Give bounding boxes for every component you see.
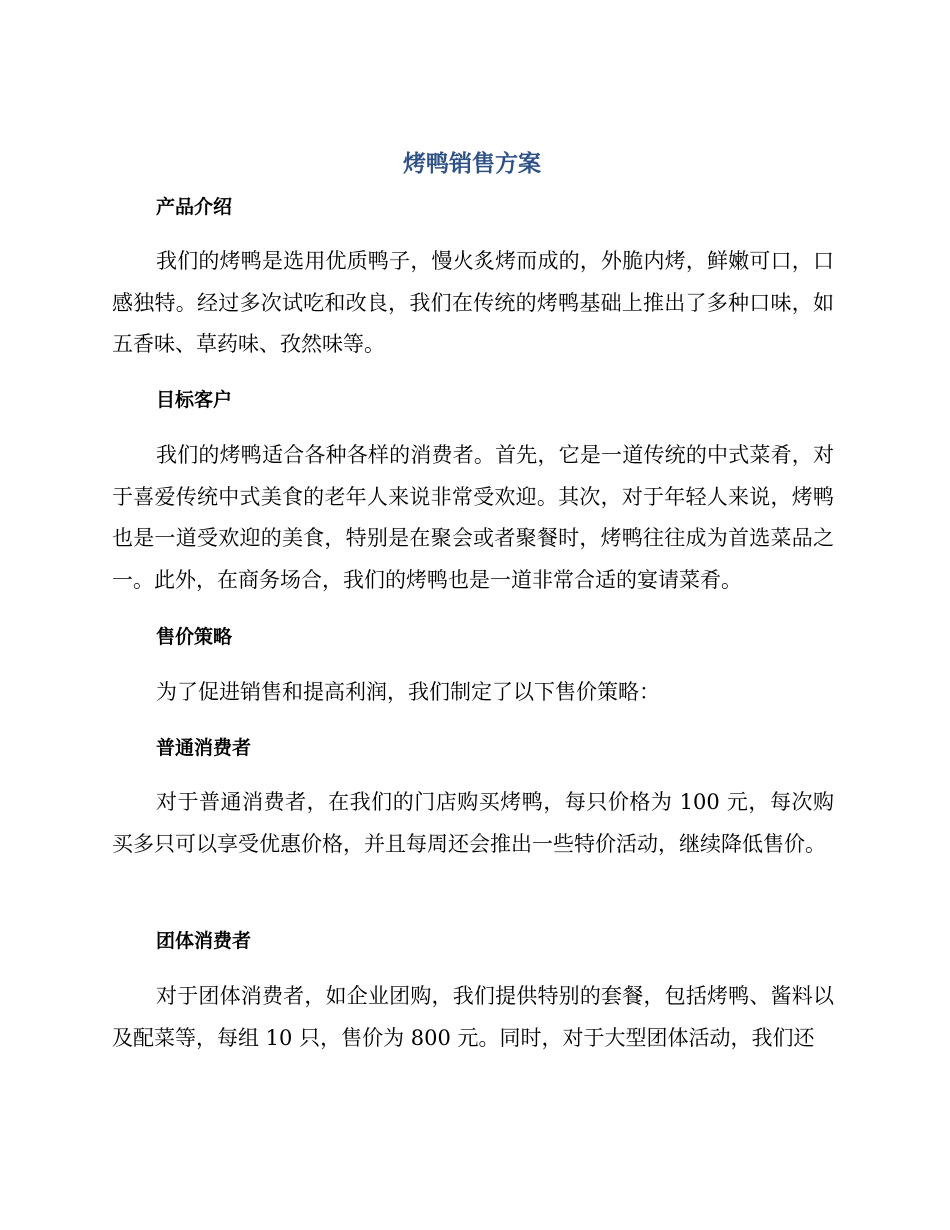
section-paragraph-target-customers: 我们的烤鸭适合各种各样的消费者。首先，它是一道传统的中式菜肴，对于喜爱传统中式美食的老年人来说非常受欢迎。其次，对于年轻人来说，烤鸭也是一道受欢迎的美食，特别是在聚会或者聚餐时，烤鸭往往成为首选菜品之一。此外，在商务场合，我们的烤鸭也是一道非常合适的宴请菜肴。 [112, 443, 834, 592]
section-heading-group-consumers: 团体消费者 [156, 930, 252, 952]
section-heading-pricing-strategy: 售价策略 [156, 626, 233, 648]
section-heading-regular-consumers: 普通消费者 [156, 737, 252, 759]
section-paragraph-group-consumers: 对于团体消费者，如企业团购，我们提供特别的套餐，包括烤鸭、酱料以及配菜等，每组 10 只，售价为 800 元。同时，对于大型团体活动，我们还 [112, 984, 834, 1050]
section-heading-target-customers: 目标客户 [156, 389, 233, 411]
section-paragraph-pricing-strategy: 为了促进销售和提高利润，我们制定了以下售价策略： [156, 680, 660, 704]
section-heading-product-intro: 产品介绍 [156, 196, 233, 218]
section-paragraph-regular-consumers: 对于普通消费者，在我们的门店购买烤鸭，每只价格为 100 元，每次购买多只可以享受优惠价格，并且每周还会推出一些特价活动，继续降低售价。 [112, 790, 834, 856]
document-title: 烤鸭销售方案 [403, 151, 541, 177]
section-paragraph-product-intro: 我们的烤鸭是选用优质鸭子，慢火炙烤而成的，外脆内烤，鲜嫩可口，口感独特。经过多次试吃和改良，我们在传统的烤鸭基础上推出了多种口味，如五香味、草药味、孜然味等。 [112, 249, 834, 356]
